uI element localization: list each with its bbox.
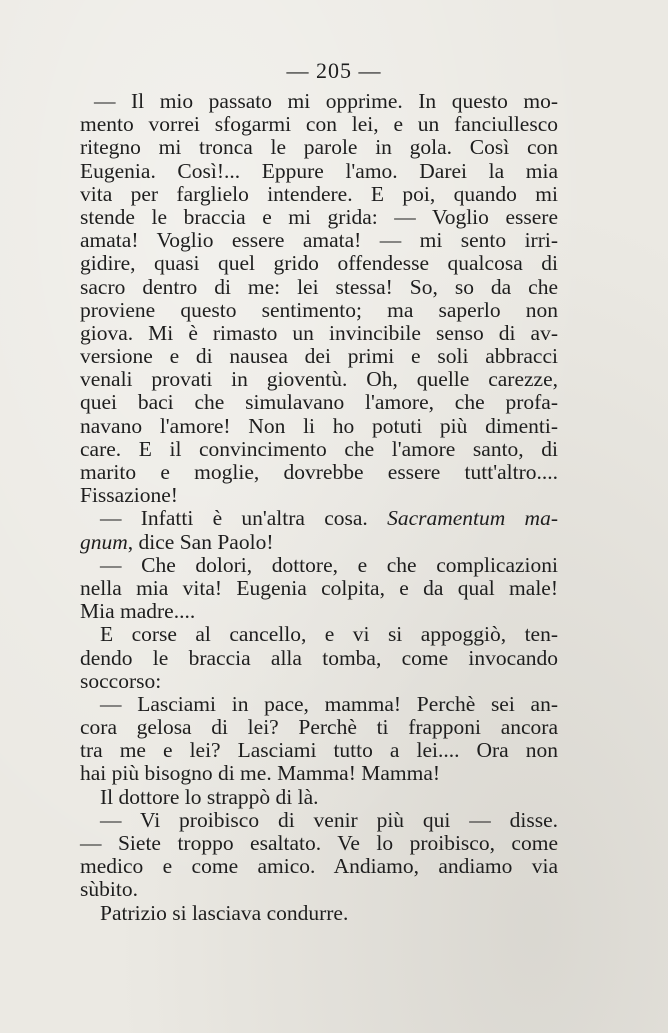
line-text: mento vorrei sfogarmi con lei, e un fanciullesco (80, 112, 558, 137)
text-line (80, 531, 558, 554)
line-text: medico e come amico. Andiamo, andiamo via (80, 854, 558, 879)
line-text: — Vi proibisco di venir più qui — disse. (100, 807, 558, 832)
line-text: Eugenia. Così!... Eppure l'amo. Darei la mia (80, 158, 558, 183)
line-text: tra me e lei? Lasciami tutto a lei.... Ora non (80, 738, 558, 763)
line-text: — Il mio passato mi opprime. In questo mo- (94, 89, 558, 113)
text-line (80, 600, 558, 623)
text-line (80, 345, 558, 368)
line-text: dendo le braccia alla tomba, come invocando (80, 645, 558, 670)
text-line (80, 670, 558, 693)
text-line (80, 90, 558, 113)
text-line (80, 252, 558, 275)
text-line (80, 554, 558, 577)
line-text: soccorso: (80, 668, 162, 693)
line-text: nella mia vita! Eugenia colpita, e da qual male! (80, 575, 558, 600)
text-line (80, 229, 558, 252)
line-italic-text: gnum (80, 529, 128, 554)
line-text: care. E il convincimento che l'amore santo, di (80, 436, 558, 461)
text-line (80, 786, 558, 809)
line-text: marito e moglie, dovrebbe essere tutt'altro.... (80, 460, 558, 484)
text-line (80, 902, 558, 925)
text-line (80, 832, 558, 855)
text-line (80, 762, 558, 785)
line-text: ritegno mi tronca le parole in gola. Così con (80, 135, 558, 160)
text-line (80, 855, 558, 878)
line-text: quei baci che simulavano l'amore, che profa- (80, 390, 558, 415)
line-text: E corse al cancello, e vi si appoggiò, ten- (100, 622, 558, 647)
text-body (80, 90, 558, 925)
line-text: cora gelosa di lei? Perchè ti frapponi ancora (80, 715, 558, 740)
line-text: stende le braccia e mi grida: — Voglio essere (80, 204, 558, 229)
text-line (80, 276, 558, 299)
text-line (80, 415, 558, 438)
line-italic-text: Sacramentum ma- (387, 506, 558, 531)
text-line (80, 647, 558, 670)
line-text-after: , dice San Paolo! (127, 529, 274, 554)
text-line (80, 878, 558, 901)
text-line (80, 809, 558, 832)
text-line (80, 206, 558, 229)
text-line (80, 716, 558, 739)
line-text: versione e di nausea dei primi e soli abbracci (80, 344, 558, 369)
text-line (80, 160, 558, 183)
text-line (80, 693, 558, 716)
text-line (80, 391, 558, 414)
line-text: sacro dentro di me: lei stessa! So, so da che (80, 274, 558, 299)
line-text: Patrizio si lasciava condurre. (100, 900, 349, 925)
line-text: venali provati in gioventù. Oh, quelle carezze, (80, 367, 558, 392)
line-text: amata! Voglio essere amata! — mi sento irri- (80, 228, 558, 253)
line-text: — Infatti è un'altra cosa. (100, 506, 388, 531)
text-line (80, 461, 558, 484)
text-line (80, 739, 558, 762)
text-line (80, 113, 558, 136)
line-text: — Che dolori, dottore, e che complicazioni (100, 552, 558, 577)
line-text: Fissazione! (80, 483, 178, 508)
text-line (80, 623, 558, 646)
text-line (80, 368, 558, 391)
text-line (80, 183, 558, 206)
text-line (80, 484, 558, 507)
line-text: — Lasciami in pace, mamma! Perchè sei an- (100, 691, 558, 716)
line-text: — Siete troppo esaltato. Ve lo proibisco, come (80, 831, 558, 855)
line-text: vita per farglielo intendere. E poi, quando mi (80, 181, 558, 206)
line-text: navano l'amore! Non li ho potuti più dimenti- (80, 413, 558, 438)
line-text: sùbito. (80, 877, 138, 902)
line-text: hai più bisogno di me. Mamma! Mamma! (80, 761, 441, 786)
page-number: — 205 — (286, 58, 382, 83)
text-line (80, 577, 558, 600)
text-line (80, 299, 558, 322)
text-line (80, 438, 558, 461)
text-line (80, 322, 558, 345)
line-text: giova. Mi è rimasto un invincibile senso di av- (80, 320, 558, 345)
line-text: Mia madre.... (80, 599, 196, 624)
text-line (80, 136, 558, 159)
text-line (80, 507, 558, 530)
line-text: proviene questo sentimento; ma saperlo non (80, 297, 558, 322)
line-text: gidire, quasi quel grido offendesse qualcosa di (80, 251, 558, 276)
line-text: Il dottore lo strappò di là. (100, 784, 319, 809)
